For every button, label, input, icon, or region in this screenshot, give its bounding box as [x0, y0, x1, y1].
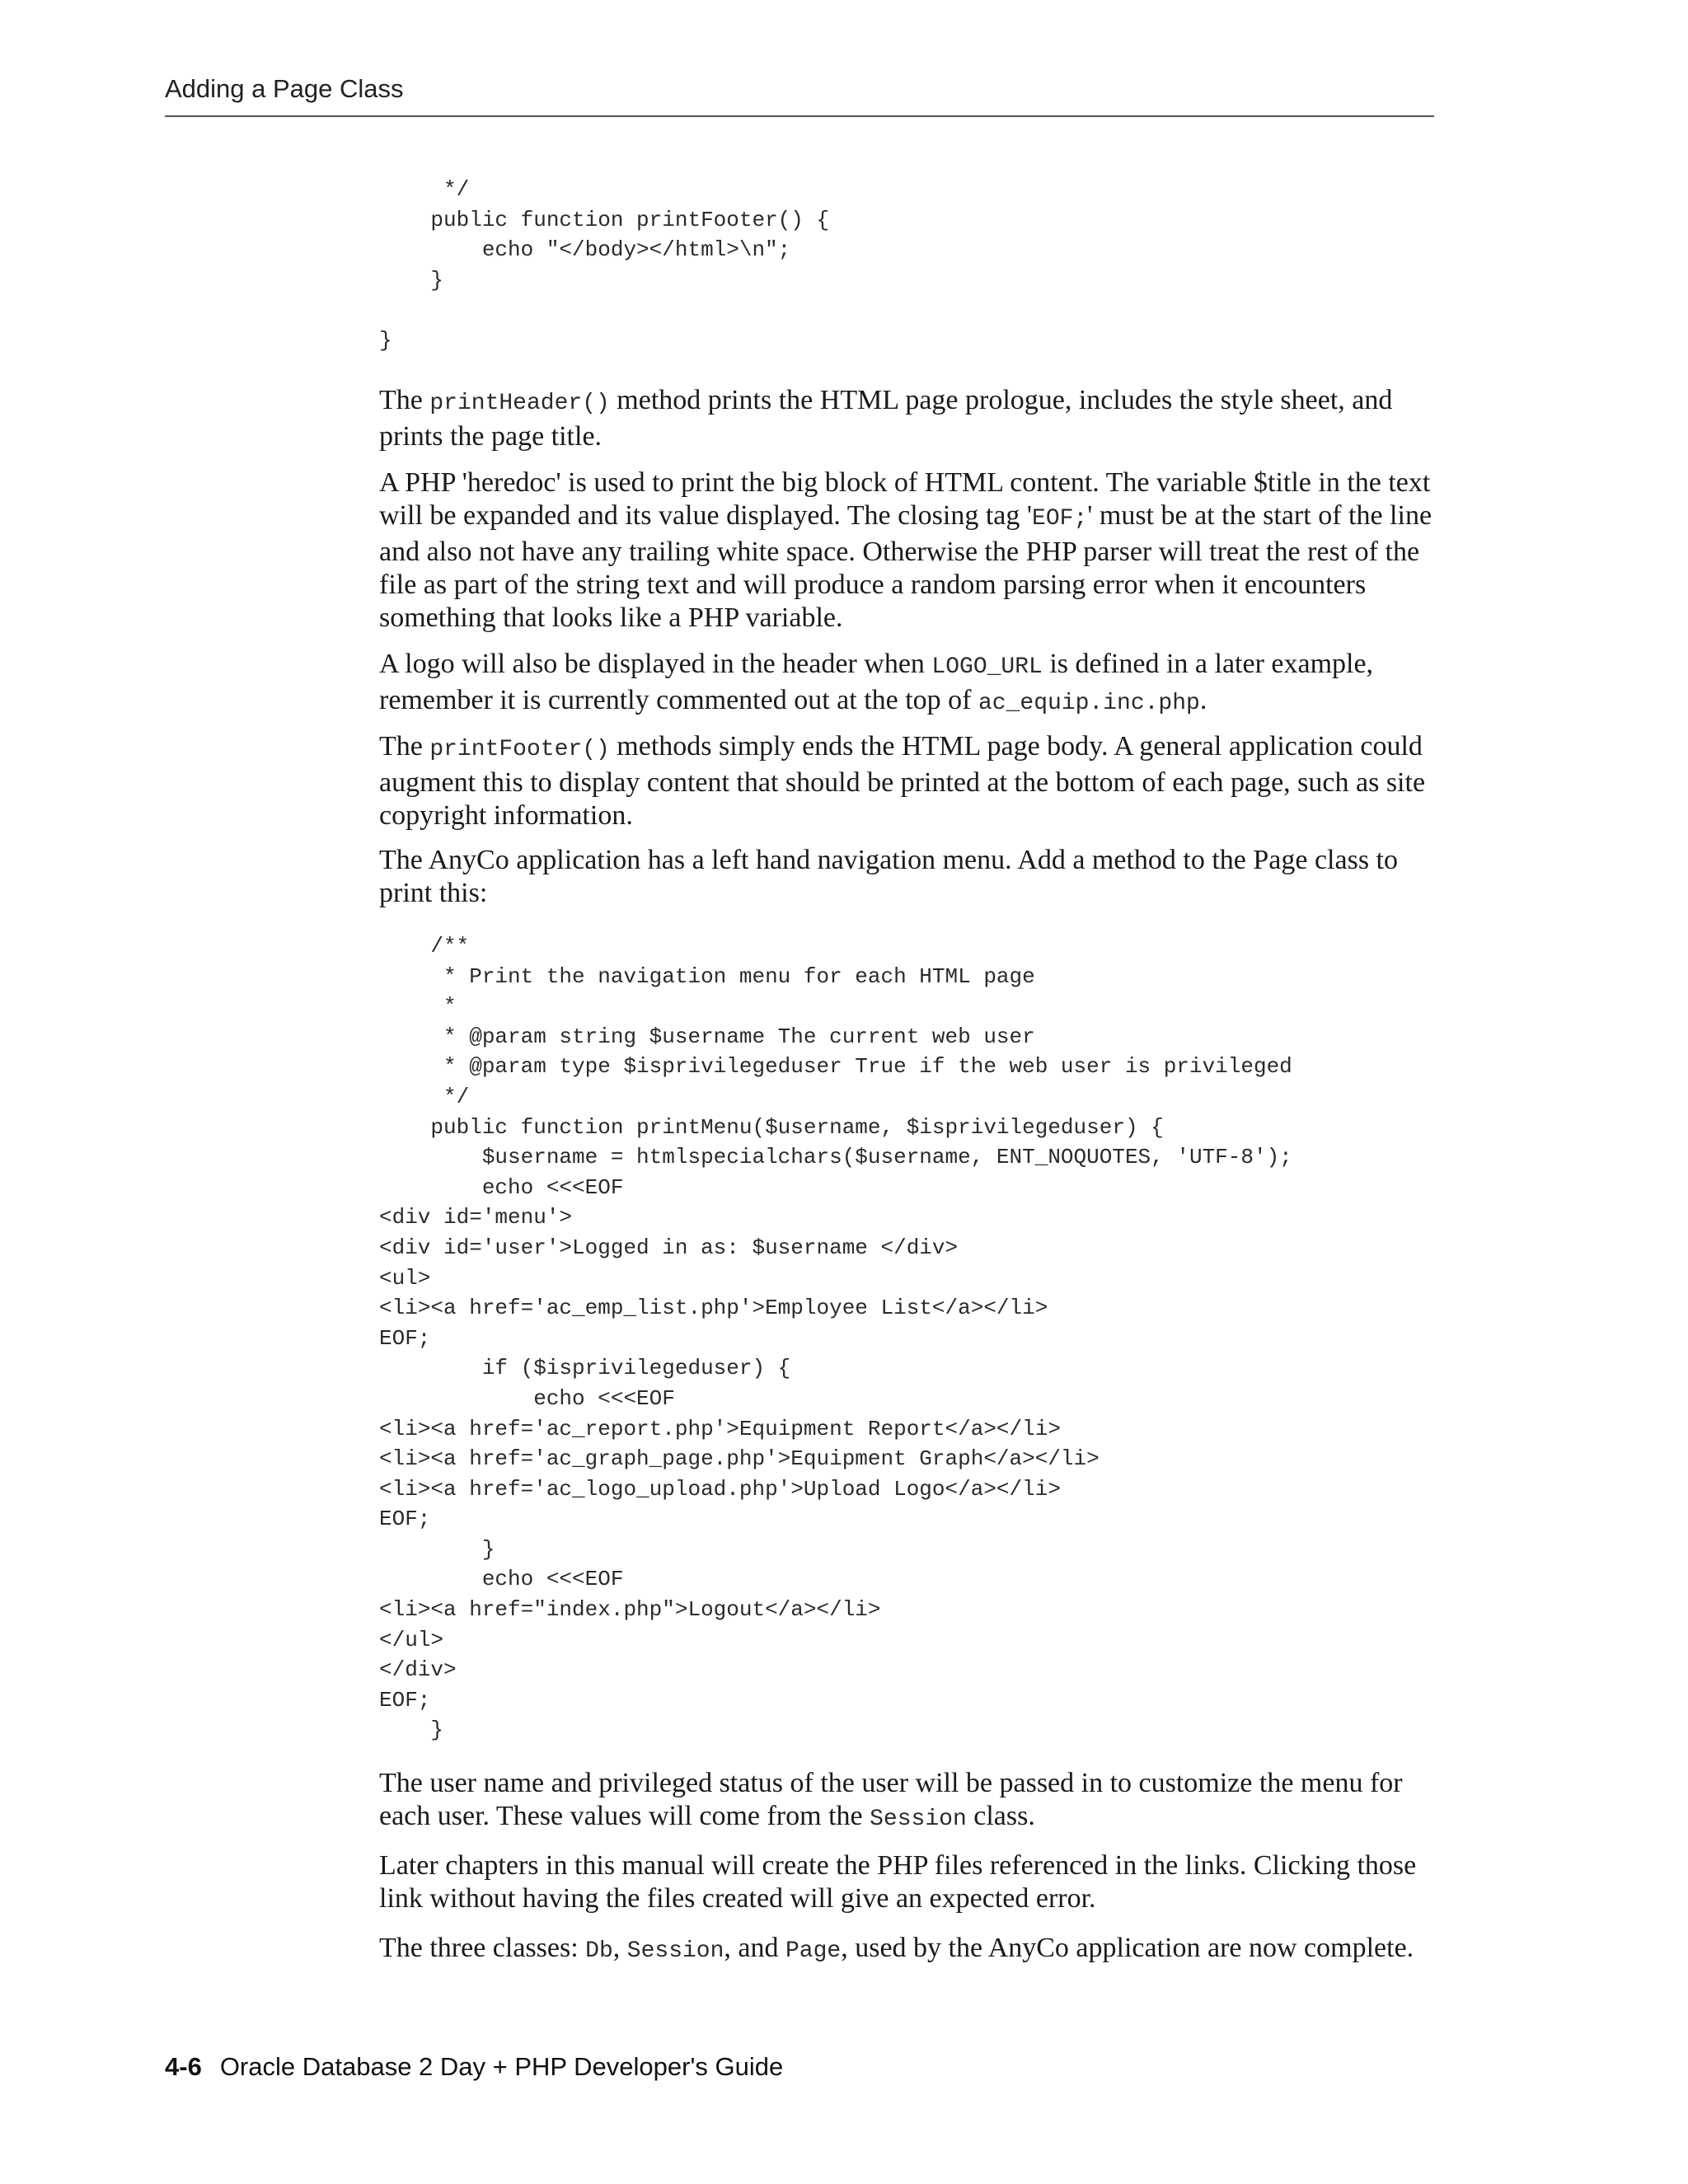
text-run: class.: [966, 1801, 1035, 1831]
code-line: public function printMenu($username, $isprivilegeduser) {: [379, 1114, 1164, 1140]
page-number: 4-6: [165, 2052, 202, 2081]
code-line: * @param type $isprivilegeduser True if the web user is privileged: [379, 1054, 1292, 1080]
text-run: A PHP 'heredoc' is used to print the big block of HTML content. The variable $title in the text will be expanded and its value displayed. The closing tag ': [379, 467, 1431, 531]
inline-code: Page: [785, 1938, 842, 1964]
code-line: <div id='user'>Logged in as: $username </div>: [379, 1235, 959, 1260]
code-block-print-menu: [379, 931, 1292, 1746]
code-line: *: [379, 994, 457, 1019]
code-line: public function printFooter() {: [379, 207, 830, 232]
inline-code: Session: [626, 1938, 724, 1964]
code-line: <li><a href='ac_logo_upload.php'>Upload Logo</a></li>: [379, 1476, 1061, 1502]
code-line: echo "</body></html>\n";: [379, 237, 791, 263]
code-line: $username = htmlspecialchars($username, ENT_NOQUOTES, 'UTF-8');: [379, 1145, 1292, 1170]
code-line: }: [379, 1718, 444, 1743]
text-run: ,: [612, 1933, 627, 1963]
book-title: Oracle Database 2 Day + PHP Developer's Guide: [219, 2052, 784, 2081]
running-header-title: Adding a Page Class: [165, 74, 404, 103]
code-line: echo <<<EOF: [379, 1567, 624, 1592]
text-run: ' must be at the start of the line and also not have any trailing white space. Otherwise the PHP parser will treat the rest of the file as part of the string text and will produce a random parsing error when it encounters something that looks like a PHP variable.: [379, 500, 1432, 633]
text-run: method prints the HTML page prologue, includes the style sheet, and prints the page title.: [379, 385, 1393, 452]
text-run: , used by the AnyCo application are now complete.: [841, 1933, 1414, 1963]
code-line: echo <<<EOF: [379, 1174, 624, 1200]
paragraph-print-header: [379, 384, 1442, 453]
code-line: EOF;: [379, 1687, 431, 1713]
paragraph-navigation-menu: [379, 844, 1442, 910]
text-run: Later chapters in this manual will create the PHP files referenced in the links. Clicking those link without having the files created will give an expected error.: [379, 1850, 1417, 1914]
text-run: is defined in a later example, remember it is currently commented out at the top of: [379, 649, 1374, 715]
text-run: The user name and privileged status of the user will be passed in to customize the menu for each user. These values will come from the: [379, 1768, 1403, 1831]
paragraph-heredoc: [379, 466, 1442, 635]
code-line: </ul>: [379, 1627, 444, 1652]
code-line: echo <<<EOF: [379, 1385, 675, 1411]
page-footer: [165, 2052, 783, 2082]
text-run: The AnyCo application has a left hand navigation menu. Add a method to the Page class to print this:: [379, 845, 1399, 908]
paragraph-print-footer: [379, 730, 1442, 832]
inline-code: printHeader(): [429, 391, 610, 416]
inline-code: EOF;: [1032, 506, 1088, 532]
code-line: /**: [379, 934, 470, 958]
inline-code: ac_equip.inc.php: [978, 691, 1200, 716]
code-line: <li><a href='ac_report.php'>Equipment Report</a></li>: [379, 1416, 1061, 1441]
paragraph-later-chapters: [379, 1849, 1442, 1915]
text-run: The: [379, 731, 430, 762]
code-line: EOF;: [379, 1507, 431, 1532]
text-run: The: [379, 385, 430, 415]
paragraph-logo: [379, 648, 1442, 720]
code-line: <li><a href='ac_emp_list.php'>Employee List</a></li>: [379, 1296, 1048, 1321]
code-line: <li><a href='ac_graph_page.php'>Equipment Graph</a></li>: [379, 1446, 1100, 1472]
text-run: A logo will also be displayed in the header when: [379, 649, 932, 679]
code-line: if ($isprivilegeduser) {: [379, 1356, 791, 1381]
inline-code: LOGO_URL: [931, 654, 1043, 680]
code-line: <ul>: [379, 1265, 431, 1291]
code-line: </div>: [379, 1657, 457, 1683]
code-block-print-footer: [379, 175, 829, 356]
code-line: * @param string $username The current web user: [379, 1024, 1035, 1049]
code-line: */: [379, 1084, 470, 1109]
code-line: * Print the navigation menu for each HTML page: [379, 963, 1035, 989]
inline-code: Db: [585, 1938, 613, 1964]
code-line: */: [379, 177, 470, 202]
text-run: methods simply ends the HTML page body. A general application could augment this to display content that should be printed at the bottom of each page, such as site copyright information.: [379, 731, 1426, 831]
code-line: }: [379, 1536, 495, 1562]
inline-code: printFooter(): [429, 737, 610, 762]
header-divider: [165, 115, 1434, 117]
paragraph-session-values: [379, 1767, 1442, 1836]
code-line: <div id='menu'>: [379, 1205, 573, 1230]
code-line: }: [379, 327, 392, 353]
text-run: .: [1199, 685, 1207, 715]
code-line: }: [379, 267, 444, 293]
inline-code: Session: [870, 1807, 967, 1832]
code-line: EOF;: [379, 1325, 431, 1351]
code-line: <li><a href="index.php">Logout</a></li>: [379, 1597, 881, 1623]
paragraph-three-classes: [379, 1932, 1442, 1968]
text-run: The three classes:: [379, 1933, 586, 1963]
text-run: , and: [724, 1933, 785, 1963]
